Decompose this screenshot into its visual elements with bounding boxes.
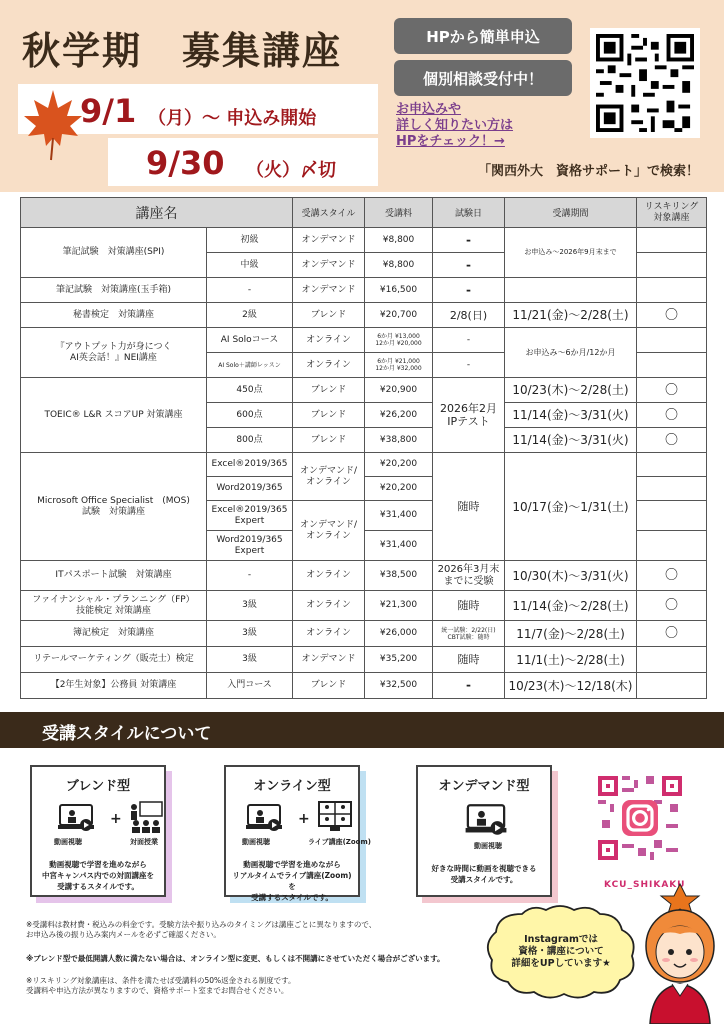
cta-line: 詳しく知りたい方は xyxy=(396,118,514,133)
table-row xyxy=(21,673,707,699)
course-fee: ¥31,400 xyxy=(365,501,433,531)
card-label: ライブ講座(Zoom) xyxy=(308,838,371,846)
course-fee: 6か月 ¥21,000 12か月 ¥32,000 xyxy=(365,353,433,378)
maple-leaf-icon xyxy=(20,86,86,162)
reskilling-cell xyxy=(637,253,707,278)
video-icon xyxy=(58,803,94,833)
exam-date: 随時 xyxy=(433,453,505,561)
course-name: ファイナンシャル・プランニング（FP） 技能検定 対策講座 xyxy=(21,591,207,621)
card-title: ブレンド型 xyxy=(65,779,131,794)
table-row xyxy=(21,621,707,647)
course-fee: ¥21,300 xyxy=(365,591,433,621)
course-fee: ¥26,000 xyxy=(365,621,433,647)
course-name: 筆記試験 対策講座(玉手箱) xyxy=(21,278,207,303)
plus-sign: + xyxy=(298,811,310,827)
course-name: TOEIC® L&R スコアUP 対策講座 xyxy=(21,378,207,453)
course-style: オンライン xyxy=(293,328,365,353)
course-style: ブレンド xyxy=(293,303,365,328)
course-level: AI Soloコース xyxy=(207,328,293,353)
course-style: オンデマンド xyxy=(293,253,365,278)
course-name: 筆記試験 対策講座(SPI) xyxy=(21,228,207,278)
header-reskilling: リスキリング 対象講座 xyxy=(637,198,707,228)
note-fee: ※受講料は教材費・税込みの料金です。受験方法や振り込みのタイミングは講座ごとに異なりますので、 お申込み後の振り込み案内メールを必ずご確認ください。 xyxy=(26,920,377,939)
exam-date: - xyxy=(433,353,505,378)
exam-date: - xyxy=(433,228,505,253)
reskilling-cell xyxy=(637,353,707,378)
card-label: 動画視聴 xyxy=(242,838,270,846)
instagram-qr-icon[interactable] xyxy=(598,776,682,860)
exam-date: 統一試験：2/22(日) CBT試験：随時 xyxy=(433,621,505,647)
plus-sign: + xyxy=(110,811,122,827)
course-style: オンデマンド/ オンライン xyxy=(293,453,365,501)
course-period: 11/14(金)～2/28(土) xyxy=(505,591,637,621)
table-row xyxy=(21,228,707,253)
reskilling-cell xyxy=(637,453,707,477)
table-row xyxy=(21,378,707,403)
online-style-card xyxy=(224,765,371,902)
course-fee: ¥38,500 xyxy=(365,561,433,591)
blend-style-card xyxy=(30,765,166,897)
reskilling-mark: 〇 xyxy=(637,303,707,328)
course-level: 入門コース xyxy=(207,673,293,699)
note-reskilling: ※リスキリング対象講座は、条件を満たせば受講料の50%返金される制度です。 受講料や申込方法が異なりますので、資格サポート室までお問合せください。 xyxy=(26,976,296,995)
reskilling-cell xyxy=(637,278,707,303)
page-title: 秋学期 募集講座 xyxy=(22,29,343,73)
course-style: オンライン xyxy=(293,353,365,378)
course-style: オンライン xyxy=(293,561,365,591)
course-fee: 6か月 ¥13,000 12か月 ¥20,000 xyxy=(365,328,433,353)
card-title: オンデマンド型 xyxy=(438,779,530,794)
course-period: 10/23(木)～2/28(土) xyxy=(505,378,637,403)
reskilling-cell xyxy=(637,228,707,253)
course-name: 簿記検定 対策講座 xyxy=(21,621,207,647)
course-period: 10/17(金)～1/31(土) xyxy=(505,453,637,561)
cta-line: お申込みや xyxy=(396,102,462,117)
course-style: ブレンド xyxy=(293,378,365,403)
course-fee: ¥31,400 xyxy=(365,531,433,561)
exam-date: - xyxy=(433,328,505,353)
course-name: 【2年生対象】公務員 対策講座 xyxy=(21,673,207,699)
course-fee: ¥20,200 xyxy=(365,477,433,501)
course-name: ITパスポート試験 対策講座 xyxy=(21,561,207,591)
instagram-handle[interactable]: KCU_SHIKAKU xyxy=(604,880,686,890)
video-icon xyxy=(464,803,508,837)
mascot-girl-icon xyxy=(636,880,724,1024)
course-level: - xyxy=(207,561,293,591)
course-level: Word2019/365 Expert xyxy=(207,531,293,561)
course-fee: ¥20,900 xyxy=(365,378,433,403)
course-fee: ¥38,800 xyxy=(365,428,433,453)
course-fee: ¥20,200 xyxy=(365,453,433,477)
exam-date: - xyxy=(433,673,505,699)
reskilling-mark: 〇 xyxy=(637,428,707,453)
course-fee: ¥8,800 xyxy=(365,253,433,278)
hp-check-link[interactable] xyxy=(396,102,513,150)
table-row xyxy=(21,647,707,673)
course-level: Excel®2019/365 xyxy=(207,453,293,477)
header-period: 受講期間 xyxy=(505,198,637,228)
course-period: 10/30(木)～3/31(火) xyxy=(505,561,637,591)
card-description: 好きな時間に動画を視聴できる 受講スタイルです。 xyxy=(431,864,537,884)
reskilling-mark: 〇 xyxy=(637,561,707,591)
course-period: 11/21(金)～2/28(土) xyxy=(505,303,637,328)
card-label: 対面授業 xyxy=(130,838,158,846)
course-period: 11/14(金)～3/31(火) xyxy=(505,403,637,428)
course-name: 秘書検定 対策講座 xyxy=(21,303,207,328)
reskilling-cell xyxy=(637,501,707,531)
reskilling-mark: 〇 xyxy=(637,378,707,403)
course-period: 11/14(金)～3/31(火) xyxy=(505,428,637,453)
course-style: オンデマンド xyxy=(293,278,365,303)
hp-apply-button[interactable]: HPから簡単申込 xyxy=(394,18,572,54)
header-course-name: 講座名 xyxy=(21,198,293,228)
table-row xyxy=(21,303,707,328)
ondemand-style-card xyxy=(416,765,552,897)
table-header-row xyxy=(21,198,707,228)
reskilling-mark: 〇 xyxy=(637,591,707,621)
course-level: Word2019/365 xyxy=(207,477,293,501)
start-date-label: （月）～ 申込み開始 xyxy=(148,108,317,129)
course-level: AI Solo＋講師レッスン xyxy=(207,353,293,378)
classroom-icon xyxy=(128,801,164,833)
course-fee: ¥16,500 xyxy=(365,278,433,303)
exam-date: 2026年2月 IPテスト xyxy=(433,378,505,453)
course-style: ブレンド xyxy=(293,673,365,699)
course-fee: ¥35,200 xyxy=(365,647,433,673)
course-period: お申込み～2026年9月末まで xyxy=(505,228,637,278)
reskilling-cell xyxy=(637,328,707,353)
end-date-label: （火）〆切 xyxy=(246,160,336,181)
zoom-icon xyxy=(318,801,352,833)
reskilling-cell xyxy=(637,647,707,673)
header-style: 受講スタイル xyxy=(293,198,365,228)
exam-date: 2/8(日) xyxy=(433,303,505,328)
course-fee: ¥8,800 xyxy=(365,228,433,253)
card-description: 動画視聴で学習を進めながら 中宮キャンパス内での対面講座を 受講するスタイルです。 xyxy=(42,860,154,891)
course-level: 3級 xyxy=(207,591,293,621)
reskilling-mark: 〇 xyxy=(637,403,707,428)
course-name: リテールマーケティング（販売士）検定 xyxy=(21,647,207,673)
course-level: 2級 xyxy=(207,303,293,328)
end-date: 9/30 xyxy=(146,144,225,182)
table-row xyxy=(21,328,707,353)
card-description: 動画視聴で学習を進めながら リアルタイムでライブ講座(Zoom)を 受講するスタイルです。 xyxy=(232,860,352,902)
course-level: 3級 xyxy=(207,621,293,647)
table-row xyxy=(21,278,707,303)
exam-date: 随時 xyxy=(433,591,505,621)
qr-code-icon[interactable] xyxy=(590,28,700,138)
bubble-text: Instagramでは 資格・講座について 詳細をUPしています★ xyxy=(511,934,611,969)
course-level: 3級 xyxy=(207,647,293,673)
course-fee: ¥20,700 xyxy=(365,303,433,328)
exam-date: 随時 xyxy=(433,647,505,673)
course-level: 800点 xyxy=(207,428,293,453)
start-date: 9/1 xyxy=(80,92,137,130)
course-style: オンライン xyxy=(293,621,365,647)
course-style: ブレンド xyxy=(293,428,365,453)
search-hint: 「関西外大 資格サポート」で検索！ xyxy=(478,164,700,179)
exam-date: 2026年3月末 までに受験 xyxy=(433,561,505,591)
consultation-button[interactable]: 個別相談受付中！ xyxy=(394,60,572,96)
course-style: オンデマンド/ オンライン xyxy=(293,501,365,561)
header-fee: 受講料 xyxy=(365,198,433,228)
reskilling-cell xyxy=(637,673,707,699)
course-period: 11/1(土)～2/28(土) xyxy=(505,647,637,673)
course-style: ブレンド xyxy=(293,403,365,428)
header-exam-date: 試験日 xyxy=(433,198,505,228)
course-style: オンデマンド xyxy=(293,228,365,253)
cta-line: HPをチェック！→ xyxy=(396,134,505,149)
exam-date: - xyxy=(433,278,505,303)
reskilling-mark: 〇 xyxy=(637,621,707,647)
card-title: オンライン型 xyxy=(253,779,331,794)
reskilling-cell xyxy=(637,477,707,501)
course-period: お申込み～6か月/12か月 xyxy=(505,328,637,378)
course-name: 『アウトプット力が身につく AI英会話！』NEI講座 xyxy=(21,328,207,378)
section-title: 受講スタイルについて xyxy=(42,724,212,744)
card-label: 動画視聴 xyxy=(474,842,502,850)
course-period xyxy=(505,278,637,303)
course-level: 450点 xyxy=(207,378,293,403)
table-row xyxy=(21,453,707,477)
course-period: 11/7(金)～2/28(土) xyxy=(505,621,637,647)
video-icon xyxy=(246,803,282,833)
course-table xyxy=(20,197,707,699)
course-level: 中級 xyxy=(207,253,293,278)
course-period: 10/23(木)～12/18(木) xyxy=(505,673,637,699)
exam-date: - xyxy=(433,253,505,278)
course-style: オンライン xyxy=(293,591,365,621)
course-style: オンデマンド xyxy=(293,647,365,673)
course-level: 初級 xyxy=(207,228,293,253)
reskilling-cell xyxy=(637,531,707,561)
note-blend: ※ブレンド型で最低開講人数に満たない場合は、オンライン型に変更、もしくは不開講にさせていただく場合がございます。 xyxy=(26,954,445,963)
card-label: 動画視聴 xyxy=(54,838,82,846)
table-row xyxy=(21,591,707,621)
table-row xyxy=(21,561,707,591)
course-level: 600点 xyxy=(207,403,293,428)
course-level: Excel®2019/365 Expert xyxy=(207,501,293,531)
course-level: - xyxy=(207,278,293,303)
course-fee: ¥32,500 xyxy=(365,673,433,699)
course-fee: ¥26,200 xyxy=(365,403,433,428)
course-name: Microsoft Office Specialist (MOS) 試験 対策講座 xyxy=(21,453,207,561)
